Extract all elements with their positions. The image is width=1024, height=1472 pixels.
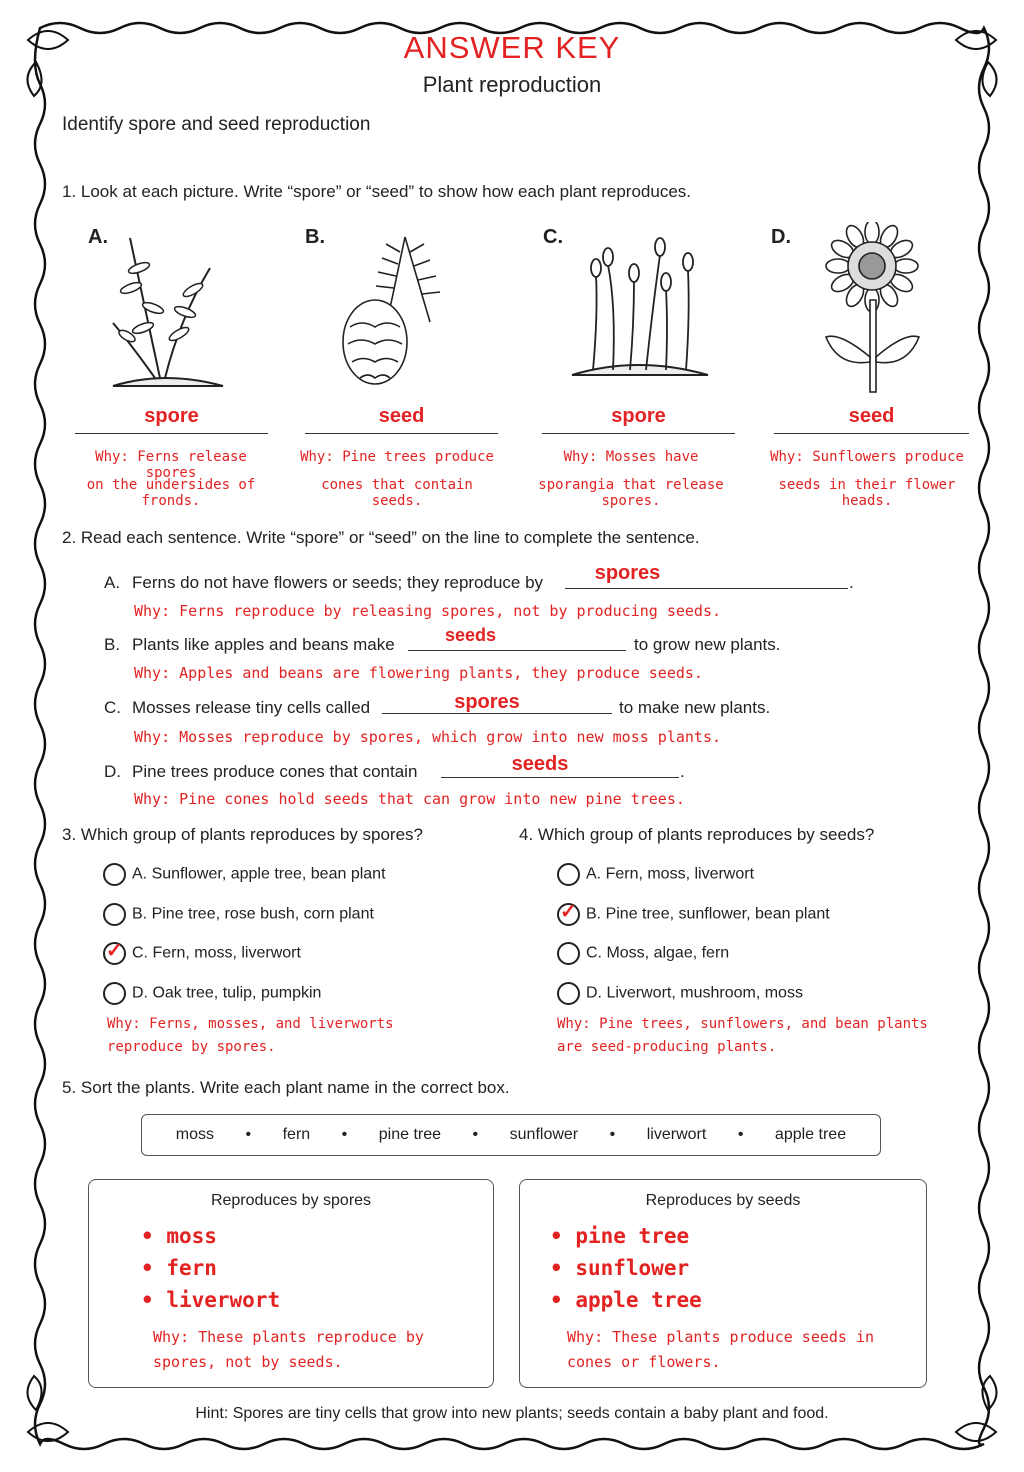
- q1-why-2: seeds in their flower heads.: [778, 477, 956, 509]
- q1-answer: seed: [378, 405, 425, 427]
- q1-answer-line: [305, 433, 498, 434]
- hint-text: Hint: Spores are tiny cells that grow into new plants; seeds contain a baby plant and food.: [195, 1405, 829, 1422]
- q2-text-before: Mosses release tiny cells called: [132, 698, 371, 717]
- q1-why-1: Why: Pine trees produce: [300, 449, 494, 465]
- q4-option-d[interactable]: [557, 982, 803, 1005]
- q2-answer-line: [441, 777, 679, 778]
- q5-prompt: 5. Sort the plants. Write each plant name in the correct box.: [62, 1078, 510, 1097]
- q2-answer-line: [565, 588, 848, 589]
- word-bank-item: apple tree: [774, 1126, 847, 1143]
- q1-letter: B.: [305, 226, 325, 248]
- seeds-list-item: • pine tree: [550, 1224, 690, 1248]
- radio-circle[interactable]: [103, 942, 126, 965]
- seeds-box-title: Reproduces by seeds: [645, 1192, 801, 1209]
- q1-why-2: sporangia that release spores.: [538, 477, 724, 509]
- spores-why-1: Why: These plants reproduce by: [153, 1328, 424, 1346]
- q2-answer-line: [408, 650, 626, 651]
- q1-why-1: Why: Sunflowers produce: [770, 449, 964, 465]
- spores-list-item: • liverwort: [141, 1288, 281, 1312]
- word-bank-item: moss: [175, 1126, 214, 1143]
- q1-why-1: Why: Ferns release spores: [95, 449, 247, 481]
- q1-prompt: 1. Look at each picture. Write “spore” or “seed” to show how each plant reproduces.: [62, 182, 692, 201]
- q1-why-1: Why: Mosses have: [563, 449, 699, 465]
- checkmark-icon: ✓: [560, 901, 577, 923]
- q3-why-2: reproduce by spores.: [107, 1039, 276, 1055]
- option-label: A. Fern, moss, liverwort: [586, 865, 755, 883]
- moss-icon: [568, 235, 713, 385]
- q2-letter: D.: [104, 762, 121, 781]
- bullet-separator: •: [341, 1126, 348, 1143]
- q3-prompt: 3. Which group of plants reproduces by spores?: [62, 825, 423, 844]
- bullet-separator: •: [609, 1126, 616, 1143]
- spores-box: [88, 1179, 494, 1388]
- q1-answer: spore: [144, 405, 199, 427]
- q3-option-d[interactable]: [103, 982, 321, 1005]
- seeds-list-item: • apple tree: [550, 1288, 702, 1312]
- q2-why: Why: Ferns reproduce by releasing spores, not by producing seeds.: [134, 602, 721, 620]
- option-label: D. Liverwort, mushroom, moss: [586, 984, 803, 1002]
- radio-circle[interactable]: [103, 903, 126, 926]
- q1-answer: spore: [611, 405, 666, 427]
- objective-text: Identify spore and seed reproduction: [62, 114, 371, 135]
- q1-letter: D.: [771, 226, 791, 248]
- seeds-list-item: • sunflower: [550, 1256, 690, 1280]
- q2-letter: B.: [104, 635, 121, 654]
- q2-text-before: Ferns do not have flowers or seeds; they reproduce by: [132, 573, 544, 592]
- bullet-separator: •: [245, 1126, 252, 1143]
- q2-answer: spores: [594, 562, 661, 584]
- checkmark-icon: ✓: [106, 940, 123, 962]
- q3-option-c[interactable]: [103, 942, 301, 965]
- q1-answer-line: [774, 433, 969, 434]
- option-label: A. Sunflower, apple tree, bean plant: [132, 865, 386, 883]
- q2-prompt: 2. Read each sentence. Write “spore” or “seed” on the line to complete the sentence.: [62, 528, 700, 547]
- page-subtitle: Plant reproduction: [422, 72, 602, 97]
- word-bank-item: pine tree: [378, 1126, 442, 1143]
- option-label: B. Pine tree, sunflower, bean plant: [586, 905, 830, 923]
- radio-circle[interactable]: [557, 863, 580, 886]
- sunflower-icon: [820, 222, 925, 394]
- q2-why: Why: Mosses reproduce by spores, which grow into new moss plants.: [134, 728, 721, 746]
- q3-why-1: Why: Ferns, mosses, and liverworts: [107, 1016, 394, 1032]
- spores-list-item: • fern: [141, 1256, 217, 1280]
- word-bank: [141, 1114, 881, 1156]
- q2-letter: A.: [104, 573, 121, 592]
- q4-option-c[interactable]: [557, 942, 729, 965]
- q2-why: Why: Pine cones hold seeds that can grow into new pine trees.: [134, 790, 685, 808]
- q3-option-b[interactable]: [103, 903, 374, 926]
- q2-answer: seeds: [511, 753, 569, 775]
- option-label: D. Oak tree, tulip, pumpkin: [132, 984, 322, 1002]
- q2-text-after: to make new plants.: [619, 698, 771, 717]
- bullet-separator: •: [472, 1126, 479, 1143]
- answer-key-title: ANSWER KEY: [403, 30, 621, 65]
- radio-circle[interactable]: [557, 982, 580, 1005]
- seeds-why-2: cones or flowers.: [567, 1353, 721, 1371]
- q1-letter: C.: [543, 226, 563, 248]
- q1-why-2: on the undersides of fronds.: [86, 477, 256, 509]
- q4-option-b[interactable]: [557, 903, 830, 926]
- seeds-why-1: Why: These plants produce seeds in: [567, 1328, 875, 1346]
- q2-text-before: Pine trees produce cones that contain: [132, 762, 418, 781]
- fern-icon: [105, 228, 230, 393]
- q4-why-2: are seed-producing plants.: [557, 1039, 777, 1055]
- q3-option-a[interactable]: [103, 863, 386, 886]
- radio-circle[interactable]: [557, 942, 580, 965]
- q2-text-before: Plants like apples and beans make: [132, 635, 395, 654]
- spores-why-2: spores, not by seeds.: [153, 1353, 343, 1371]
- q1-answer-line: [542, 433, 735, 434]
- option-label: C. Fern, moss, liverwort: [132, 944, 301, 962]
- q2-answer: seeds: [444, 625, 497, 645]
- option-label: B. Pine tree, rose bush, corn plant: [132, 905, 374, 923]
- word-bank-item: sunflower: [509, 1126, 579, 1143]
- seeds-box: [519, 1179, 927, 1388]
- q2-text-after: .: [680, 762, 685, 781]
- radio-circle[interactable]: [557, 903, 580, 926]
- q2-answer: spores: [454, 691, 520, 713]
- spores-box-title: Reproduces by spores: [210, 1192, 372, 1209]
- word-bank-item: liverwort: [646, 1126, 707, 1143]
- q2-letter: C.: [104, 698, 121, 717]
- q1-letter: A.: [88, 226, 108, 248]
- q1-answer: seed: [848, 405, 895, 427]
- option-label: C. Moss, algae, fern: [586, 944, 730, 962]
- q2-text-after: .: [849, 573, 854, 592]
- q1-answer-line: [75, 433, 268, 434]
- q4-option-a[interactable]: [557, 863, 754, 886]
- q2-why: Why: Apples and beans are flowering plants, they produce seeds.: [134, 664, 703, 682]
- word-bank-item: fern: [282, 1126, 311, 1143]
- q4-why-1: Why: Pine trees, sunflowers, and bean plants: [557, 1016, 928, 1032]
- pinecone-icon: [330, 232, 455, 392]
- bullet-separator: •: [737, 1126, 744, 1143]
- q2-text-after: to grow new plants.: [634, 635, 781, 654]
- radio-circle[interactable]: [103, 982, 126, 1005]
- q1-why-2: cones that contain seeds.: [321, 477, 473, 509]
- radio-circle[interactable]: [103, 863, 126, 886]
- spores-list-item: • moss: [141, 1224, 217, 1248]
- q4-prompt: 4. Which group of plants reproduces by seeds?: [519, 825, 875, 844]
